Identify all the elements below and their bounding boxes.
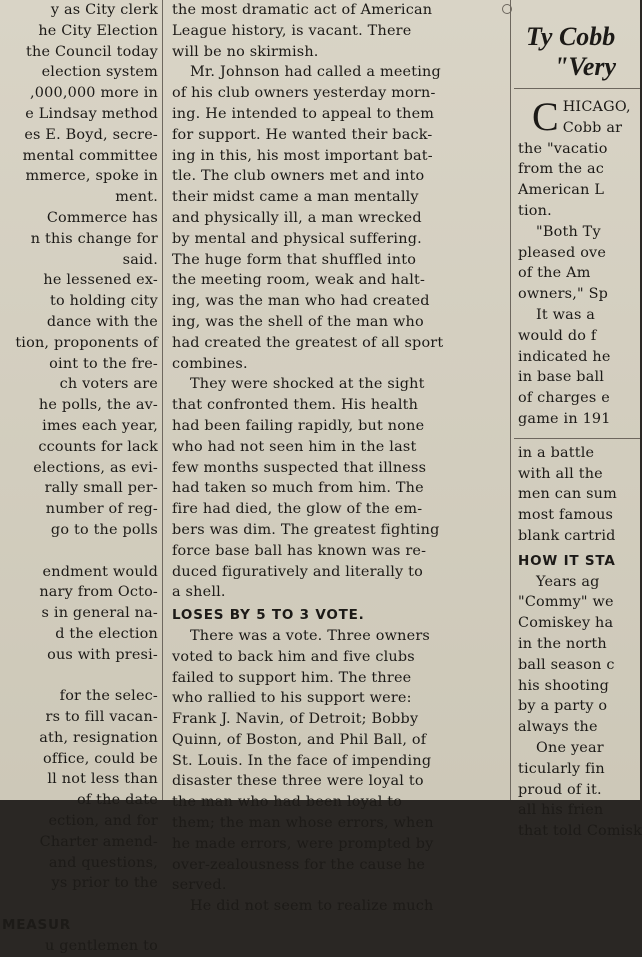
- text-line: rs to fill vacan-: [45, 709, 158, 726]
- text-line: he made errors, were prompted by: [172, 835, 434, 852]
- text-line: [0, 666, 160, 687]
- text-line: Mr. Johnson had called a meeting: [190, 64, 441, 81]
- text-line: MEASUR: [2, 917, 71, 934]
- middle-column: [166, 0, 506, 915]
- text-line: for the selec-: [59, 688, 158, 705]
- text-line: that told Comisk: [518, 823, 642, 840]
- text-line: men can sum: [518, 486, 617, 503]
- text-line: ys prior to the: [51, 875, 158, 892]
- text-line: elections, as evi-: [33, 459, 158, 476]
- text-line: the "vacatio: [518, 140, 608, 157]
- text-line: the man who had been loyal to: [172, 794, 403, 811]
- text-line: the Council today: [26, 43, 158, 60]
- text-line: e Lindsay method: [25, 105, 158, 122]
- text-line: in the north: [518, 635, 607, 652]
- text-line: number of reg-: [45, 501, 158, 518]
- text-line: would do f: [518, 327, 597, 344]
- text-line: and questions,: [48, 854, 158, 871]
- text-line: ing, was the shell of the man who: [172, 313, 424, 330]
- text-line: election system: [41, 64, 158, 81]
- text-line: One year: [536, 739, 604, 756]
- text-line: proud of it.: [518, 781, 602, 798]
- text-line: them; the man whose errors, when: [172, 815, 434, 832]
- text-line: imes each year,: [42, 417, 158, 434]
- text-line: of the date: [77, 792, 158, 809]
- text-line: go to the polls: [50, 521, 158, 538]
- text-line: HICAGO,: [562, 99, 631, 115]
- section-subhead: LOSES BY 5 TO 3 VOTE.: [172, 607, 365, 624]
- text-line: [0, 894, 160, 915]
- dropcap: C: [532, 94, 559, 139]
- text-line: nary from Octo-: [39, 584, 158, 601]
- text-line: It was a: [536, 306, 596, 323]
- text-line: s in general na-: [41, 605, 158, 622]
- text-line: ll not less than: [47, 771, 158, 788]
- section-subhead: HOW IT STA: [518, 552, 616, 569]
- text-line: bers was dim. The greatest fighting: [172, 521, 440, 538]
- text-line: the most dramatic act of American: [172, 2, 433, 18]
- left-column: [0, 0, 160, 954]
- text-line: es E. Boyd, secre-: [24, 126, 158, 143]
- text-line: game in 191: [518, 410, 611, 427]
- text-line: most famous: [518, 507, 614, 524]
- text-line: dance with the: [46, 313, 158, 330]
- text-line: the meeting room, weak and halt-: [172, 272, 426, 289]
- text-line: ing. He intended to appeal to them: [172, 105, 435, 122]
- text-line: Comiskey ha: [518, 615, 614, 632]
- text-line: will be no skirmish.: [172, 43, 319, 60]
- text-line: ball season c: [518, 656, 615, 673]
- text-line: his shooting: [518, 677, 610, 694]
- text-line: office, could be: [43, 750, 158, 767]
- text-line: who had not seen him in the last: [172, 438, 417, 455]
- text-line: ment.: [115, 189, 158, 206]
- text-line: of his club owners yesterday morn-: [172, 85, 436, 102]
- text-line: force base ball has known was re-: [172, 542, 427, 559]
- text-line: always the: [518, 719, 598, 736]
- text-line: owners," Sp: [518, 286, 609, 303]
- text-line: their midst came a man mentally: [172, 189, 419, 206]
- text-line: in base ball: [518, 369, 605, 386]
- text-line: ch voters are: [59, 376, 158, 393]
- text-line: American L: [518, 182, 605, 199]
- text-line: for support. He wanted their back-: [172, 126, 433, 143]
- text-line: "Commy" we: [518, 594, 614, 611]
- text-line: from the ac: [518, 161, 605, 178]
- right-column: [514, 0, 642, 840]
- text-line: Commerce has: [46, 209, 158, 226]
- text-line: he City Election: [38, 22, 158, 39]
- text-line: combines.: [172, 355, 248, 372]
- text-line: had taken so much from him. The: [172, 480, 424, 497]
- text-line: endment would: [42, 563, 158, 580]
- text-line: fire had died, the glow of the em-: [172, 501, 423, 518]
- text-line: that confronted them. His health: [172, 397, 419, 414]
- text-line: ing, was the man who had created: [172, 293, 430, 310]
- text-line: ath, resignation: [39, 729, 158, 746]
- text-line: he polls, the av-: [38, 397, 158, 414]
- text-line: few months suspected that illness: [172, 459, 427, 476]
- text-line: Years ag: [536, 573, 600, 590]
- headline-box: [514, 0, 640, 89]
- text-line: ccounts for lack: [38, 438, 158, 455]
- text-line: all his frien: [518, 802, 604, 819]
- text-line: of charges e: [518, 390, 610, 407]
- text-line: mental committee: [22, 147, 158, 164]
- text-line: and physically ill, a man wrecked: [172, 209, 422, 226]
- text-line: tion, proponents of: [15, 334, 158, 351]
- text-line: in a battle: [518, 444, 595, 461]
- text-line: duced figuratively and literally to: [172, 563, 424, 580]
- text-line: d the election: [55, 625, 158, 642]
- text-line: by mental and physical suffering.: [172, 230, 422, 247]
- text-line: mmerce, spoke in: [25, 168, 158, 185]
- text-line: y as City clerk: [50, 2, 158, 18]
- text-line: Charter amend-: [39, 833, 158, 850]
- text-line: n this change for: [30, 230, 158, 247]
- text-line: over-zealousness for the cause he: [172, 856, 426, 873]
- text-line: who rallied to his support were:: [172, 690, 412, 707]
- headline: "Very: [554, 52, 617, 81]
- text-line: Quinn, of Boston, and Phil Ball, of: [172, 731, 427, 748]
- column-rule-left: [162, 0, 163, 800]
- text-line: tion.: [518, 202, 552, 219]
- text-line: disaster these three were loyal to: [172, 773, 424, 790]
- column-rule-right: [510, 0, 511, 800]
- text-line: with all the: [518, 465, 603, 482]
- text-line: ing in this, his most important bat-: [172, 147, 433, 164]
- text-line: "Both Ty: [536, 223, 601, 240]
- text-line: Cobb ar: [562, 119, 623, 136]
- text-line: ection, and for: [48, 813, 158, 830]
- text-line: blank cartrid: [518, 527, 616, 544]
- text-line: There was a vote. Three owners: [190, 627, 430, 644]
- dropcap-block: [514, 94, 640, 139]
- text-line: He did not seem to realize much: [190, 898, 434, 915]
- text-line: to holding city: [50, 293, 158, 310]
- text-line: ,000,000 more in: [29, 85, 158, 102]
- text-line: by a party o: [518, 698, 608, 715]
- text-line: rally small per-: [44, 480, 158, 497]
- text-line: They were shocked at the sight: [190, 376, 425, 393]
- headline: Ty Cobb: [526, 22, 616, 51]
- text-line: ticularly fin: [518, 760, 605, 777]
- text-line: The huge form that shuffled into: [172, 251, 417, 268]
- box-rule: [514, 438, 640, 439]
- text-line: St. Louis. In the face of impending: [172, 752, 432, 769]
- text-line: Frank J. Navin, of Detroit; Bobby: [172, 711, 419, 728]
- text-line: League history, is vacant. There: [172, 22, 412, 39]
- text-line: served.: [172, 877, 227, 894]
- text-line: indicated he: [518, 348, 611, 365]
- text-line: had created the greatest of all sport: [172, 334, 444, 351]
- text-line: pleased ove: [518, 244, 607, 261]
- text-line: of the Am: [518, 265, 591, 282]
- text-line: u gentlemen to: [45, 937, 158, 954]
- text-line: a shell.: [172, 584, 226, 601]
- text-line: oint to the fre-: [49, 355, 158, 372]
- text-line: ous with presi-: [47, 646, 158, 663]
- text-line: he lessened ex-: [43, 272, 158, 289]
- text-line: said.: [122, 251, 158, 268]
- text-line: had been failing rapidly, but none: [172, 417, 425, 434]
- text-line: failed to support him. The three: [172, 669, 412, 686]
- text-line: voted to back him and five clubs: [172, 648, 415, 665]
- text-line: tle. The club owners met and into: [172, 168, 425, 185]
- text-line: [0, 541, 160, 562]
